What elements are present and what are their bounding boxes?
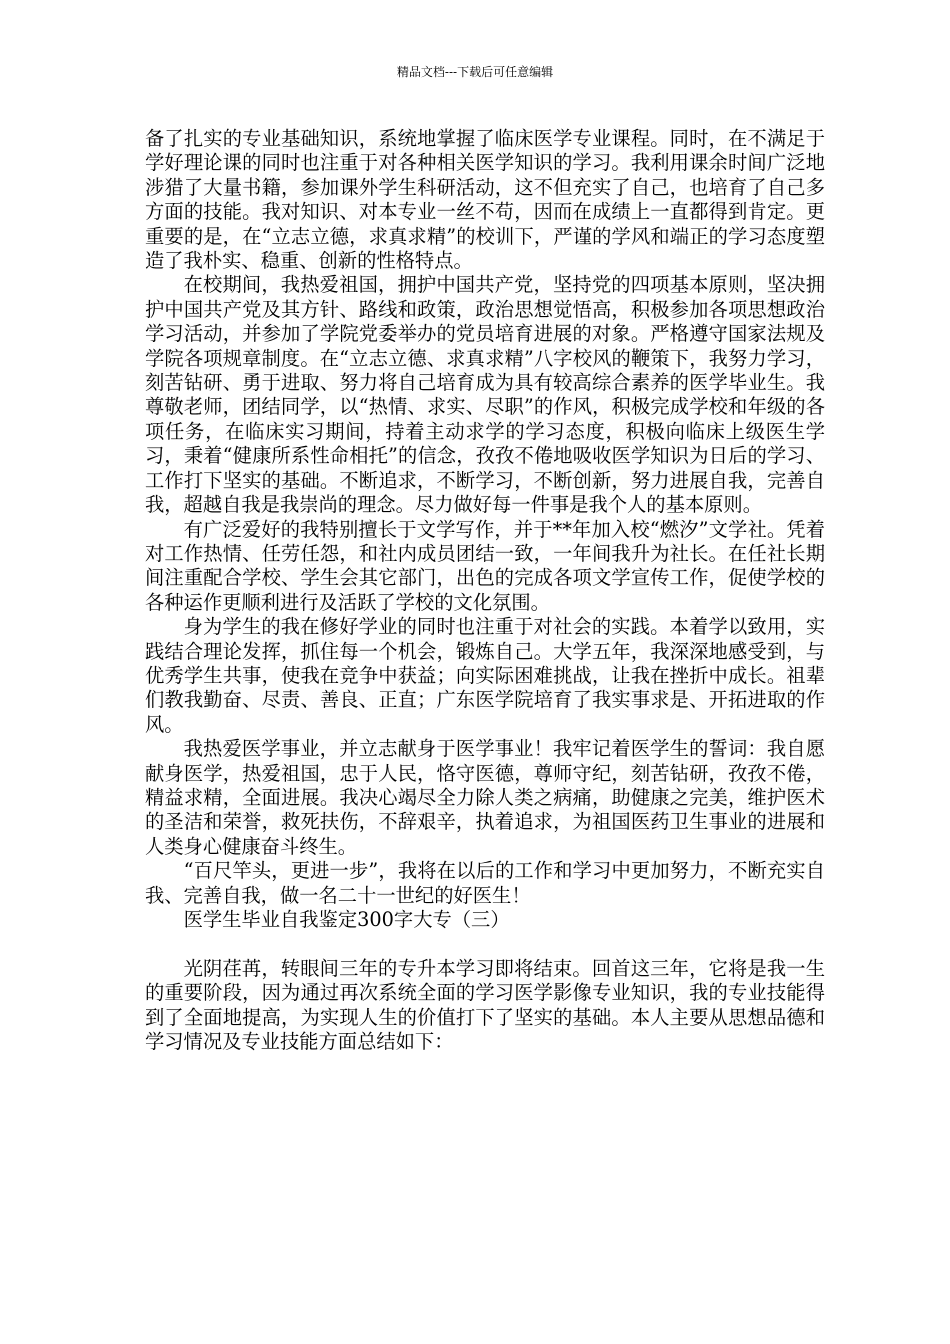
- paragraph-2: 在校期间，我热爱祖国，拥护中国共产党，坚持党的四项基本原则，坚决拥护中国共产党及其方针、路线和政策，政治思想觉悟高，积极参加各项思想政治学习活动，并参加了学院党委举办的党员培育进展的对象。严格遵守国家法规及学院各项规章制度。在“立志立德、求真求精”八字校风的鞭策下，我努力学习，刻苦钻研、勇于进取、努力将自己培育成为具有较高综合素养的医学毕业生。我尊敬老师，团结同学，以“热情、求实、尽职”的作风，积极完成学校和年级的各项任务，在临床实习期间，持着主动求学的学习态度，积极向临床上级医生学习，秉着“健康所系性命相托”的信念，孜孜不倦地吸收医学知识为日后的学习、工作打下坚实的基础。不断追求，不断学习，不断创新，努力进展自我，完善自我，超越自我是我崇尚的理念。尽力做好每一件事是我个人的基本原则。: [145, 273, 825, 517]
- paragraph-6: “百尺竿头，更进一步”，我将在以后的工作和学习中更加努力，不断充实自我、完善自我，做一名二十一世纪的好医生！: [145, 859, 825, 907]
- page-header: 精品文档---下载后可任意编辑: [396, 65, 554, 79]
- blank-line: [145, 932, 825, 956]
- paragraph-3: 有广泛爱好的我特别擅长于文学写作，并于**年加入校“燃汐”文学社。凭着对工作热情、任劳任怨，和社内成员团结一致，一年间我升为社长。在任社长期间注重配合学校、学生会其它部门，出色的完成各项文学宣传工作，促使学校的各种运作更顺利进行及活跃了学校的文化氛围。: [145, 517, 825, 614]
- paragraph-4: 身为学生的我在修好学业的同时也注重于对社会的实践。本着学以致用，实践结合理论发挥，抓住每一个机会，锻炼自己。大学五年，我深深地感受到，与优秀学生共事，使我在竞争中获益；向实际困难挑战，让我在挫折中成长。祖辈们教我勤奋、尽责、善良、正直；广东医学院培育了我实事求是、开拓进取的作风。: [145, 615, 825, 736]
- section-title: 医学生毕业自我鉴定300字大专（三）: [183, 908, 510, 931]
- paragraph-5: 我热爱医学事业，并立志献身于医学事业！我牢记着医学生的誓词：我自愿献身医学，热爱祖国，忠于人民，恪守医德，尊师守纪，刻苦钻研，孜孜不倦，精益求精，全面进展。我决心竭尽全力除人类之病痛，助健康之完美，维护医术的圣洁和荣誉，救死扶伤，不辞艰辛，执着追求，为祖国医药卫生事业的进展和人类身心健康奋斗终生。: [145, 737, 825, 858]
- document-body: [145, 127, 825, 1054]
- closing-paragraph: 光阴荏苒，转眼间三年的专升本学习即将结束。回首这三年，它将是我一生的重要阶段，因为通过再次系统全面的学习医学影像专业知识，我的专业技能得到了全面地提高，为实现人生的价值打下了坚实的基础。本人主要从思想品德和学习情况及专业技能方面总结如下：: [145, 956, 825, 1054]
- paragraph-1: 备了扎实的专业基础知识，系统地掌握了临床医学专业课程。同时，在不满足于学好理论课的同时也注重于对各种相关医学知识的学习。我利用课余时间广泛地涉猎了大量书籍，参加课外学生科研活动，这不但充实了自己，也培育了自己多方面的技能。我对知识、对本专业一丝不苟，因而在成绩上一直都得到肯定。更重要的是，在“立志立德，求真求精”的校训下，严谨的学风和端正的学习态度塑造了我朴实、稳重、创新的性格特点。: [145, 127, 825, 273]
